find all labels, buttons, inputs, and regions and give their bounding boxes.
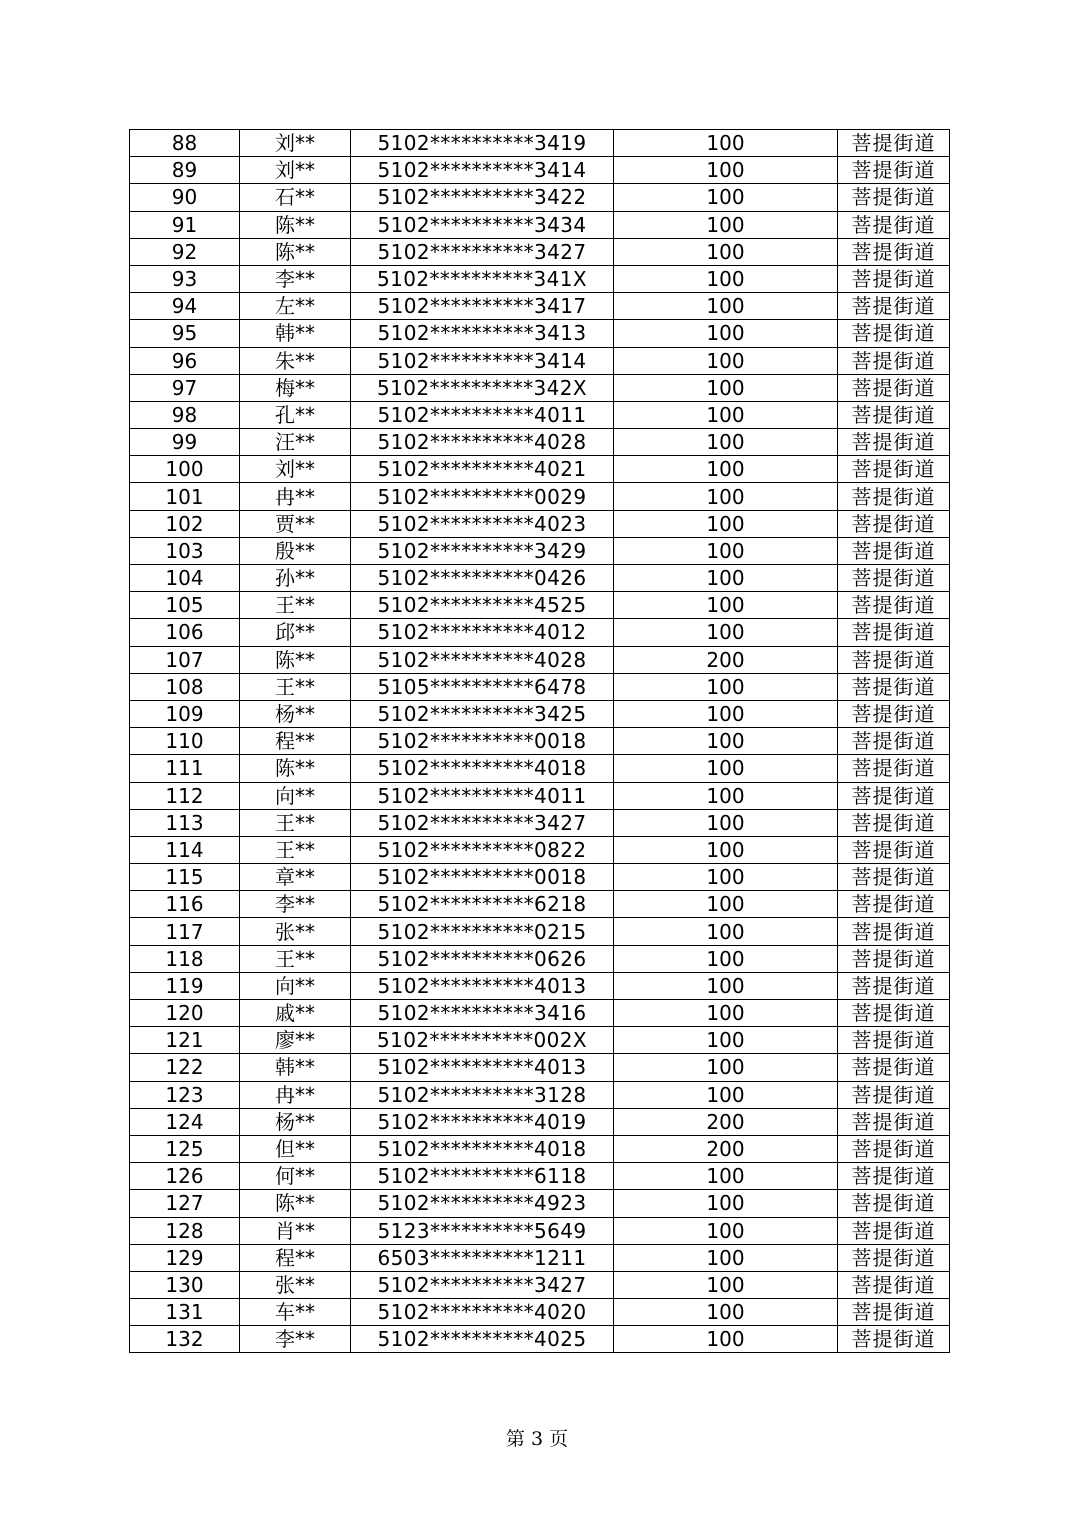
- name-cell: 王**: [240, 673, 351, 700]
- name-cell: 韩**: [240, 320, 351, 347]
- amount-cell: 100: [614, 293, 838, 320]
- row-number-cell: 128: [130, 1217, 240, 1244]
- table-row: [130, 157, 950, 184]
- street-cell: 菩提街道: [838, 1027, 950, 1054]
- id-number-cell: 5102**********3427: [351, 1271, 614, 1298]
- street-cell: 菩提街道: [838, 1217, 950, 1244]
- street-cell: 菩提街道: [838, 130, 950, 157]
- street-cell: 菩提街道: [838, 1108, 950, 1135]
- table-row: [130, 1326, 950, 1353]
- id-number-cell: 5123**********5649: [351, 1217, 614, 1244]
- amount-cell: 100: [614, 1271, 838, 1298]
- table-row: [130, 565, 950, 592]
- name-cell: 向**: [240, 972, 351, 999]
- name-cell: 程**: [240, 728, 351, 755]
- id-number-cell: 5102**********0215: [351, 918, 614, 945]
- row-number-cell: 111: [130, 755, 240, 782]
- amount-cell: 100: [614, 374, 838, 401]
- street-cell: 菩提街道: [838, 1163, 950, 1190]
- amount-cell: 100: [614, 700, 838, 727]
- name-cell: 陈**: [240, 238, 351, 265]
- amount-cell: 100: [614, 320, 838, 347]
- amount-cell: 100: [614, 782, 838, 809]
- street-cell: 菩提街道: [838, 1299, 950, 1326]
- id-number-cell: 5102**********3429: [351, 537, 614, 564]
- row-number-cell: 132: [130, 1326, 240, 1353]
- row-number-cell: 112: [130, 782, 240, 809]
- amount-cell: 100: [614, 483, 838, 510]
- id-number-cell: 5102**********0426: [351, 565, 614, 592]
- street-cell: 菩提街道: [838, 401, 950, 428]
- table-row: [130, 429, 950, 456]
- name-cell: 陈**: [240, 646, 351, 673]
- row-number-cell: 110: [130, 728, 240, 755]
- row-number-cell: 118: [130, 945, 240, 972]
- street-cell: 菩提街道: [838, 1135, 950, 1162]
- id-number-cell: 5102**********0018: [351, 728, 614, 755]
- name-cell: 朱**: [240, 347, 351, 374]
- id-number-cell: 5102**********3427: [351, 809, 614, 836]
- id-number-cell: 5102**********4012: [351, 619, 614, 646]
- page-number: 第 3 页: [505, 1428, 569, 1450]
- amount-cell: 100: [614, 972, 838, 999]
- name-cell: 陈**: [240, 211, 351, 238]
- street-cell: 菩提街道: [838, 945, 950, 972]
- row-number-cell: 89: [130, 157, 240, 184]
- street-cell: 菩提街道: [838, 972, 950, 999]
- table-row: [130, 728, 950, 755]
- name-cell: 刘**: [240, 157, 351, 184]
- id-number-cell: 5102**********3419: [351, 130, 614, 157]
- row-number-cell: 108: [130, 673, 240, 700]
- street-cell: 菩提街道: [838, 510, 950, 537]
- name-cell: 刘**: [240, 130, 351, 157]
- table-row: [130, 755, 950, 782]
- table-row: [130, 619, 950, 646]
- row-number-cell: 106: [130, 619, 240, 646]
- name-cell: 章**: [240, 864, 351, 891]
- row-number-cell: 101: [130, 483, 240, 510]
- table-row: [130, 130, 950, 157]
- table-row: [130, 782, 950, 809]
- street-cell: 菩提街道: [838, 864, 950, 891]
- street-cell: 菩提街道: [838, 320, 950, 347]
- id-number-cell: 5102**********3416: [351, 1000, 614, 1027]
- amount-cell: 100: [614, 1244, 838, 1271]
- name-cell: 冉**: [240, 483, 351, 510]
- amount-cell: 100: [614, 429, 838, 456]
- name-cell: 邱**: [240, 619, 351, 646]
- table-row: [130, 1190, 950, 1217]
- street-cell: 菩提街道: [838, 374, 950, 401]
- street-cell: 菩提街道: [838, 619, 950, 646]
- row-number-cell: 113: [130, 809, 240, 836]
- id-number-cell: 5102**********3413: [351, 320, 614, 347]
- table-row: [130, 1108, 950, 1135]
- row-number-cell: 107: [130, 646, 240, 673]
- id-number-cell: 5102**********3425: [351, 700, 614, 727]
- table-row: [130, 238, 950, 265]
- amount-cell: 100: [614, 157, 838, 184]
- id-number-cell: 5102**********4023: [351, 510, 614, 537]
- id-number-cell: 5102**********4021: [351, 456, 614, 483]
- row-number-cell: 97: [130, 374, 240, 401]
- amount-cell: 100: [614, 1081, 838, 1108]
- amount-cell: 100: [614, 184, 838, 211]
- id-number-cell: 5102**********0626: [351, 945, 614, 972]
- amount-cell: 100: [614, 1000, 838, 1027]
- row-number-cell: 125: [130, 1135, 240, 1162]
- table-row: [130, 972, 950, 999]
- street-cell: 菩提街道: [838, 891, 950, 918]
- amount-cell: 100: [614, 673, 838, 700]
- id-number-cell: 5102**********4013: [351, 972, 614, 999]
- table-row: [130, 265, 950, 292]
- row-number-cell: 90: [130, 184, 240, 211]
- amount-cell: 100: [614, 619, 838, 646]
- row-number-cell: 102: [130, 510, 240, 537]
- roster-table: [129, 129, 950, 1353]
- table-row: [130, 320, 950, 347]
- street-cell: 菩提街道: [838, 1271, 950, 1298]
- roster-table-body: [130, 130, 950, 1353]
- name-cell: 梅**: [240, 374, 351, 401]
- table-row: [130, 809, 950, 836]
- name-cell: 但**: [240, 1135, 351, 1162]
- amount-cell: 100: [614, 1299, 838, 1326]
- row-number-cell: 120: [130, 1000, 240, 1027]
- id-number-cell: 5102**********4011: [351, 782, 614, 809]
- row-number-cell: 130: [130, 1271, 240, 1298]
- id-number-cell: 5102**********002X: [351, 1027, 614, 1054]
- name-cell: 刘**: [240, 456, 351, 483]
- street-cell: 菩提街道: [838, 1190, 950, 1217]
- name-cell: 陈**: [240, 755, 351, 782]
- amount-cell: 100: [614, 755, 838, 782]
- name-cell: 何**: [240, 1163, 351, 1190]
- name-cell: 孙**: [240, 565, 351, 592]
- table-row: [130, 401, 950, 428]
- name-cell: 李**: [240, 891, 351, 918]
- table-row: [130, 891, 950, 918]
- row-number-cell: 98: [130, 401, 240, 428]
- name-cell: 肖**: [240, 1217, 351, 1244]
- name-cell: 张**: [240, 918, 351, 945]
- row-number-cell: 105: [130, 592, 240, 619]
- street-cell: 菩提街道: [838, 347, 950, 374]
- row-number-cell: 100: [130, 456, 240, 483]
- street-cell: 菩提街道: [838, 646, 950, 673]
- id-number-cell: 5102**********4028: [351, 429, 614, 456]
- name-cell: 王**: [240, 836, 351, 863]
- id-number-cell: 5102**********4028: [351, 646, 614, 673]
- amount-cell: 100: [614, 1217, 838, 1244]
- row-number-cell: 92: [130, 238, 240, 265]
- name-cell: 程**: [240, 1244, 351, 1271]
- street-cell: 菩提街道: [838, 728, 950, 755]
- id-number-cell: 5105**********6478: [351, 673, 614, 700]
- amount-cell: 100: [614, 456, 838, 483]
- name-cell: 石**: [240, 184, 351, 211]
- table-row: [130, 456, 950, 483]
- id-number-cell: 5102**********0822: [351, 836, 614, 863]
- amount-cell: 100: [614, 809, 838, 836]
- row-number-cell: 94: [130, 293, 240, 320]
- table-row: [130, 211, 950, 238]
- name-cell: 向**: [240, 782, 351, 809]
- name-cell: 廖**: [240, 1027, 351, 1054]
- table-row: [130, 1081, 950, 1108]
- street-cell: 菩提街道: [838, 755, 950, 782]
- table-row: [130, 700, 950, 727]
- row-number-cell: 121: [130, 1027, 240, 1054]
- table-row: [130, 1217, 950, 1244]
- table-row: [130, 1299, 950, 1326]
- id-number-cell: 5102**********3414: [351, 347, 614, 374]
- row-number-cell: 104: [130, 565, 240, 592]
- table-row: [130, 836, 950, 863]
- name-cell: 王**: [240, 809, 351, 836]
- row-number-cell: 131: [130, 1299, 240, 1326]
- street-cell: 菩提街道: [838, 1244, 950, 1271]
- street-cell: 菩提街道: [838, 293, 950, 320]
- name-cell: 戚**: [240, 1000, 351, 1027]
- street-cell: 菩提街道: [838, 1081, 950, 1108]
- table-row: [130, 646, 950, 673]
- row-number-cell: 119: [130, 972, 240, 999]
- amount-cell: 100: [614, 1326, 838, 1353]
- name-cell: 李**: [240, 1326, 351, 1353]
- id-number-cell: 5102**********4011: [351, 401, 614, 428]
- id-number-cell: 5102**********4018: [351, 755, 614, 782]
- name-cell: 孔**: [240, 401, 351, 428]
- row-number-cell: 129: [130, 1244, 240, 1271]
- row-number-cell: 88: [130, 130, 240, 157]
- row-number-cell: 127: [130, 1190, 240, 1217]
- amount-cell: 100: [614, 836, 838, 863]
- id-number-cell: 5102**********3427: [351, 238, 614, 265]
- street-cell: 菩提街道: [838, 782, 950, 809]
- id-number-cell: 5102**********0018: [351, 864, 614, 891]
- id-number-cell: 5102**********4525: [351, 592, 614, 619]
- id-number-cell: 5102**********6218: [351, 891, 614, 918]
- street-cell: 菩提街道: [838, 238, 950, 265]
- table-row: [130, 592, 950, 619]
- id-number-cell: 5102**********342X: [351, 374, 614, 401]
- id-number-cell: 5102**********3414: [351, 157, 614, 184]
- street-cell: 菩提街道: [838, 537, 950, 564]
- row-number-cell: 116: [130, 891, 240, 918]
- amount-cell: 100: [614, 565, 838, 592]
- amount-cell: 200: [614, 646, 838, 673]
- table-row: [130, 864, 950, 891]
- name-cell: 韩**: [240, 1054, 351, 1081]
- table-row: [130, 510, 950, 537]
- table-row: [130, 1027, 950, 1054]
- name-cell: 王**: [240, 592, 351, 619]
- table-row: [130, 1271, 950, 1298]
- row-number-cell: 124: [130, 1108, 240, 1135]
- id-number-cell: 5102**********4025: [351, 1326, 614, 1353]
- amount-cell: 100: [614, 265, 838, 292]
- amount-cell: 200: [614, 1135, 838, 1162]
- name-cell: 李**: [240, 265, 351, 292]
- amount-cell: 100: [614, 1054, 838, 1081]
- amount-cell: 100: [614, 918, 838, 945]
- name-cell: 冉**: [240, 1081, 351, 1108]
- name-cell: 杨**: [240, 1108, 351, 1135]
- street-cell: 菩提街道: [838, 1000, 950, 1027]
- table-row: [130, 374, 950, 401]
- row-number-cell: 122: [130, 1054, 240, 1081]
- id-number-cell: 5102**********3417: [351, 293, 614, 320]
- table-row: [130, 1054, 950, 1081]
- name-cell: 张**: [240, 1271, 351, 1298]
- id-number-cell: 5102**********4923: [351, 1190, 614, 1217]
- row-number-cell: 103: [130, 537, 240, 564]
- name-cell: 车**: [240, 1299, 351, 1326]
- row-number-cell: 95: [130, 320, 240, 347]
- street-cell: 菩提街道: [838, 184, 950, 211]
- amount-cell: 100: [614, 1027, 838, 1054]
- street-cell: 菩提街道: [838, 265, 950, 292]
- amount-cell: 100: [614, 891, 838, 918]
- row-number-cell: 96: [130, 347, 240, 374]
- street-cell: 菩提街道: [838, 809, 950, 836]
- name-cell: 杨**: [240, 700, 351, 727]
- table-row: [130, 1135, 950, 1162]
- street-cell: 菩提街道: [838, 673, 950, 700]
- id-number-cell: 5102**********3422: [351, 184, 614, 211]
- table-row: [130, 1244, 950, 1271]
- id-number-cell: 5102**********4020: [351, 1299, 614, 1326]
- row-number-cell: 114: [130, 836, 240, 863]
- amount-cell: 100: [614, 130, 838, 157]
- table-row: [130, 918, 950, 945]
- name-cell: 左**: [240, 293, 351, 320]
- id-number-cell: 5102**********6118: [351, 1163, 614, 1190]
- street-cell: 菩提街道: [838, 429, 950, 456]
- table-row: [130, 293, 950, 320]
- amount-cell: 100: [614, 945, 838, 972]
- street-cell: 菩提街道: [838, 157, 950, 184]
- street-cell: 菩提街道: [838, 592, 950, 619]
- street-cell: 菩提街道: [838, 1054, 950, 1081]
- name-cell: 贾**: [240, 510, 351, 537]
- amount-cell: 100: [614, 211, 838, 238]
- amount-cell: 100: [614, 537, 838, 564]
- street-cell: 菩提街道: [838, 211, 950, 238]
- name-cell: 殷**: [240, 537, 351, 564]
- id-number-cell: 5102**********0029: [351, 483, 614, 510]
- table-row: [130, 1000, 950, 1027]
- street-cell: 菩提街道: [838, 918, 950, 945]
- street-cell: 菩提街道: [838, 836, 950, 863]
- row-number-cell: 115: [130, 864, 240, 891]
- table-row: [130, 537, 950, 564]
- amount-cell: 100: [614, 1163, 838, 1190]
- id-number-cell: 5102**********341X: [351, 265, 614, 292]
- amount-cell: 100: [614, 238, 838, 265]
- id-number-cell: 5102**********4013: [351, 1054, 614, 1081]
- table-row: [130, 347, 950, 374]
- table-row: [130, 184, 950, 211]
- amount-cell: 100: [614, 864, 838, 891]
- table-row: [130, 673, 950, 700]
- table-row: [130, 945, 950, 972]
- table-row: [130, 483, 950, 510]
- amount-cell: 200: [614, 1108, 838, 1135]
- amount-cell: 100: [614, 401, 838, 428]
- row-number-cell: 126: [130, 1163, 240, 1190]
- amount-cell: 100: [614, 592, 838, 619]
- street-cell: 菩提街道: [838, 700, 950, 727]
- id-number-cell: 5102**********3128: [351, 1081, 614, 1108]
- street-cell: 菩提街道: [838, 456, 950, 483]
- row-number-cell: 93: [130, 265, 240, 292]
- row-number-cell: 99: [130, 429, 240, 456]
- amount-cell: 100: [614, 510, 838, 537]
- street-cell: 菩提街道: [838, 483, 950, 510]
- row-number-cell: 91: [130, 211, 240, 238]
- name-cell: 汪**: [240, 429, 351, 456]
- id-number-cell: 5102**********4019: [351, 1108, 614, 1135]
- street-cell: 菩提街道: [838, 565, 950, 592]
- row-number-cell: 123: [130, 1081, 240, 1108]
- row-number-cell: 117: [130, 918, 240, 945]
- street-cell: 菩提街道: [838, 1326, 950, 1353]
- id-number-cell: 5102**********4018: [351, 1135, 614, 1162]
- table-row: [130, 1163, 950, 1190]
- amount-cell: 100: [614, 728, 838, 755]
- id-number-cell: 5102**********3434: [351, 211, 614, 238]
- name-cell: 王**: [240, 945, 351, 972]
- amount-cell: 100: [614, 347, 838, 374]
- row-number-cell: 109: [130, 700, 240, 727]
- name-cell: 陈**: [240, 1190, 351, 1217]
- amount-cell: 100: [614, 1190, 838, 1217]
- id-number-cell: 6503**********1211: [351, 1244, 614, 1271]
